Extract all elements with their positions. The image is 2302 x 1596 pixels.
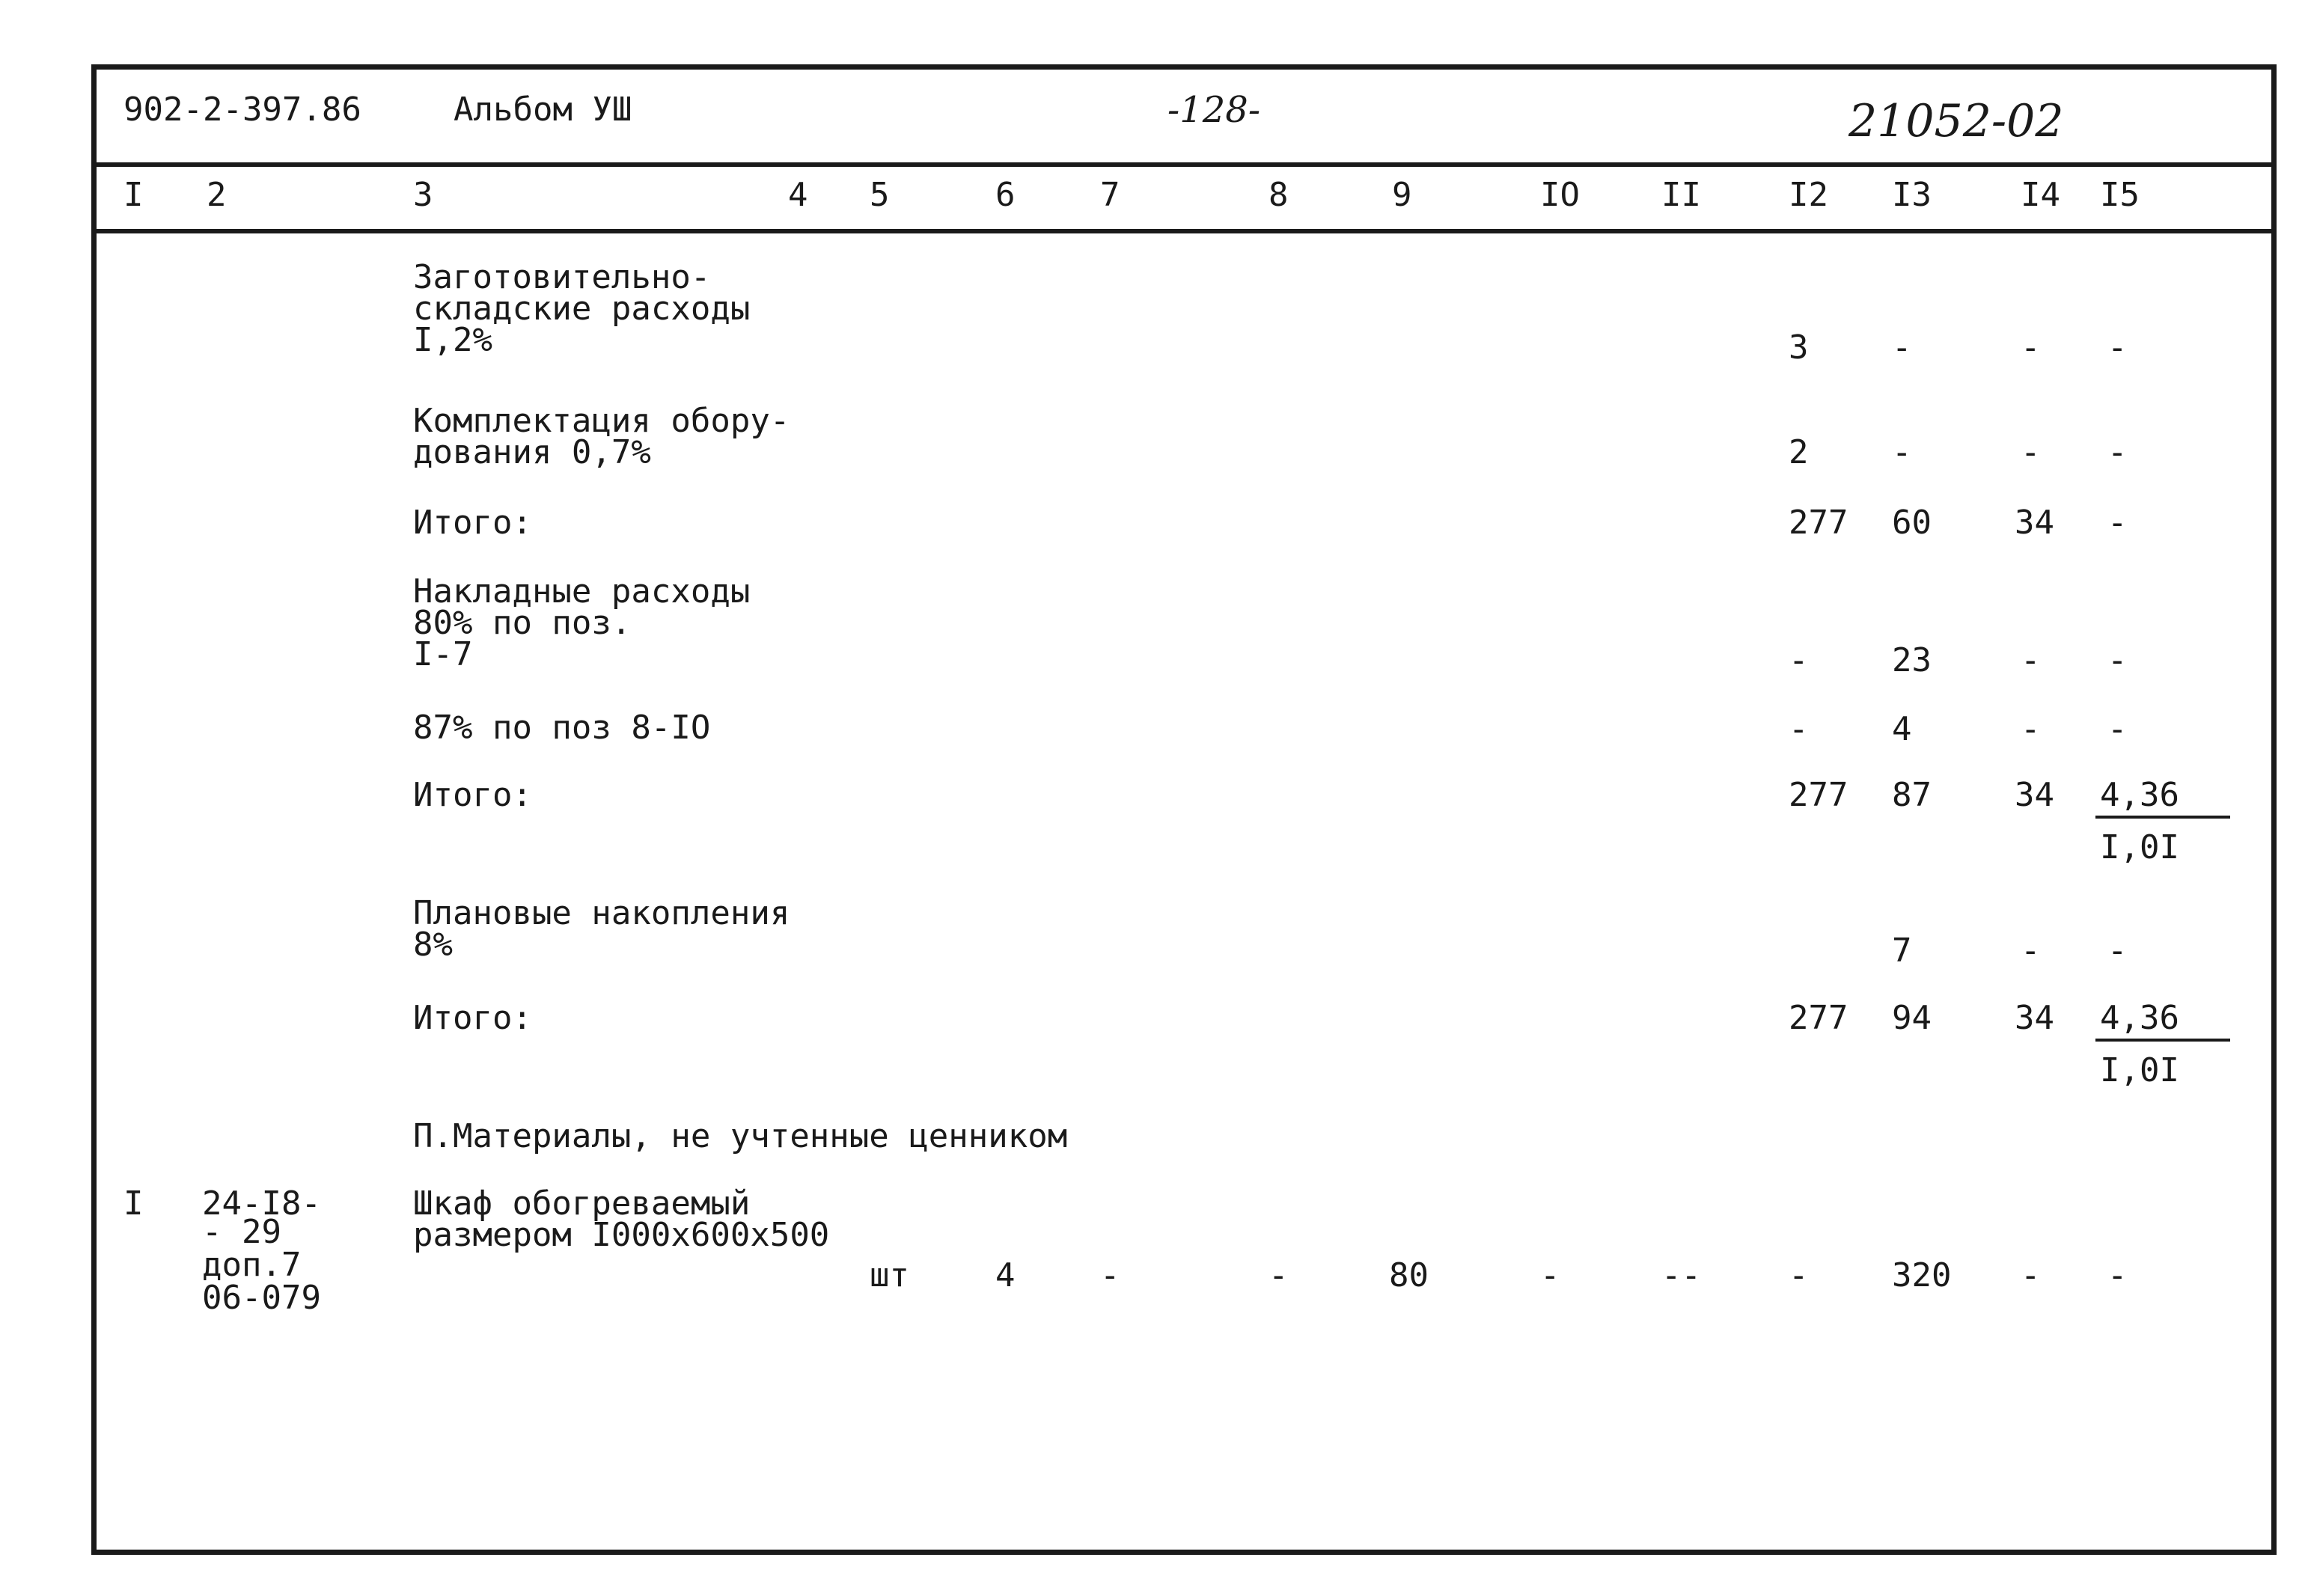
row-zagot-c14: - [2021, 328, 2041, 367]
row-itogo1-label: Итого: [413, 504, 532, 542]
col-13: I3 [1892, 176, 1932, 214]
item1-c2-line4: 06-079 [202, 1279, 321, 1317]
row-zagot-line2: складские расходы [413, 290, 751, 328]
row-itogo3-c15-bottom: I,0I [2100, 1051, 2179, 1089]
item1-c11: -- [1661, 1256, 1701, 1294]
item1-c15: - [2107, 1256, 2128, 1294]
item1-c2-line2: - 29 [202, 1213, 281, 1251]
col-14: I4 [2021, 176, 2060, 214]
row-zagot-c12: 3 [1789, 328, 1809, 367]
row-naklad-c12: - [1789, 641, 1809, 679]
row-itogo3-fraction-line [2095, 1039, 2230, 1042]
col-4: 4 [788, 176, 808, 214]
row-zagot-line3: I,2% [413, 321, 492, 359]
col-2: 2 [207, 176, 227, 214]
row-zagot-line1: Заготовительно- [413, 258, 711, 296]
item1-c1: I [123, 1184, 144, 1223]
row-plan-line2: 8% [413, 926, 453, 964]
item1-c13: 320 [1892, 1256, 1952, 1294]
row-plan-c15: - [2107, 932, 2128, 970]
row-plan-line1: Плановые накопления [413, 894, 790, 932]
item1-c10: - [1540, 1256, 1560, 1294]
col-6: 6 [995, 176, 1016, 214]
row-zagot-c13: - [1892, 328, 1912, 367]
row-komplekt-c15: - [2107, 433, 2128, 471]
col-5: 5 [870, 176, 890, 214]
item1-c14: - [2021, 1256, 2041, 1294]
row-komplekt-c14: - [2021, 433, 2041, 471]
item1-c9: 80 [1389, 1256, 1429, 1294]
header-rule-top [94, 162, 2273, 167]
item1-c12: - [1789, 1256, 1809, 1294]
row-itogo2-fraction-line [2095, 816, 2230, 819]
col-10: IO [1540, 176, 1580, 214]
row-itogo1-c15: - [2107, 504, 2128, 542]
row-p87-label: 87% по поз 8-IO [413, 709, 711, 747]
row-naklad-c15: - [2107, 641, 2128, 679]
row-komplekt-c13: - [1892, 433, 1912, 471]
item1-c5: шт [870, 1256, 909, 1294]
row-itogo2-c15-top: 4,36 [2100, 776, 2179, 814]
doc-code: 902-2-397.86 [123, 91, 361, 129]
item1-c8: - [1268, 1256, 1289, 1294]
item1-name-line2: размером I000x600x500 [413, 1216, 830, 1254]
col-3: 3 [413, 176, 433, 214]
row-itogo2-c14: 34 [2015, 776, 2054, 814]
row-itogo3-c14: 34 [2015, 999, 2054, 1037]
col-15: I5 [2100, 176, 2140, 214]
row-plan-c14: - [2021, 932, 2041, 970]
row-naklad-line2: 80% по поз. [413, 604, 632, 642]
row-p87-c15: - [2107, 710, 2128, 748]
row-itogo2-label: Итого: [413, 776, 532, 814]
row-naklad-line3: I-7 [413, 635, 473, 673]
row-p87-c14: - [2021, 710, 2041, 748]
row-itogo1-c14: 34 [2015, 504, 2054, 542]
col-9: 9 [1392, 176, 1412, 214]
row-itogo3-label: Итого: [413, 999, 532, 1037]
row-itogo3-c13: 94 [1892, 999, 1932, 1037]
item1-name-line1: Шкаф обогреваемый [413, 1184, 751, 1223]
row-itogo2-c15-bottom: I,0I [2100, 828, 2179, 866]
header-rule-bottom [94, 229, 2273, 233]
page-number: -128- [1167, 89, 1261, 131]
item1-c2-line3: доп.7 [202, 1246, 302, 1284]
col-8: 8 [1268, 176, 1289, 214]
sheet-number: 21052-02 [1848, 95, 2064, 147]
section-heading: П.Материалы, не учтенные ценником [413, 1117, 1068, 1155]
row-komplekt-c12: 2 [1789, 433, 1809, 471]
col-12: I2 [1789, 176, 1828, 214]
col-11: II [1661, 176, 1701, 214]
col-1: I [123, 176, 144, 214]
row-itogo2-c13: 87 [1892, 776, 1932, 814]
item1-c6: 4 [995, 1256, 1016, 1294]
row-plan-c13: 7 [1892, 932, 1912, 970]
item1-c7: - [1100, 1256, 1120, 1294]
row-itogo1-c13: 60 [1892, 504, 1932, 542]
row-p87-c12: - [1789, 710, 1809, 748]
album-title: Альбом УШ [454, 91, 632, 129]
item1-c2-line1: 24-I8- [202, 1184, 321, 1223]
col-7: 7 [1100, 176, 1120, 214]
row-naklad-c13: 23 [1892, 641, 1932, 679]
row-komplekt-line1: Комплектация обору- [413, 402, 790, 440]
row-zagot-c15: - [2107, 328, 2128, 367]
row-naklad-line1: Накладные расходы [413, 572, 751, 611]
row-itogo3-c15-top: 4,36 [2100, 999, 2179, 1037]
row-komplekt-line2: дования 0,7% [413, 433, 651, 471]
row-p87-c13: 4 [1892, 710, 1912, 748]
row-itogo1-c12: 277 [1789, 504, 1848, 542]
row-itogo2-c12: 277 [1789, 776, 1848, 814]
row-naklad-c14: - [2021, 641, 2041, 679]
row-itogo3-c12: 277 [1789, 999, 1848, 1037]
